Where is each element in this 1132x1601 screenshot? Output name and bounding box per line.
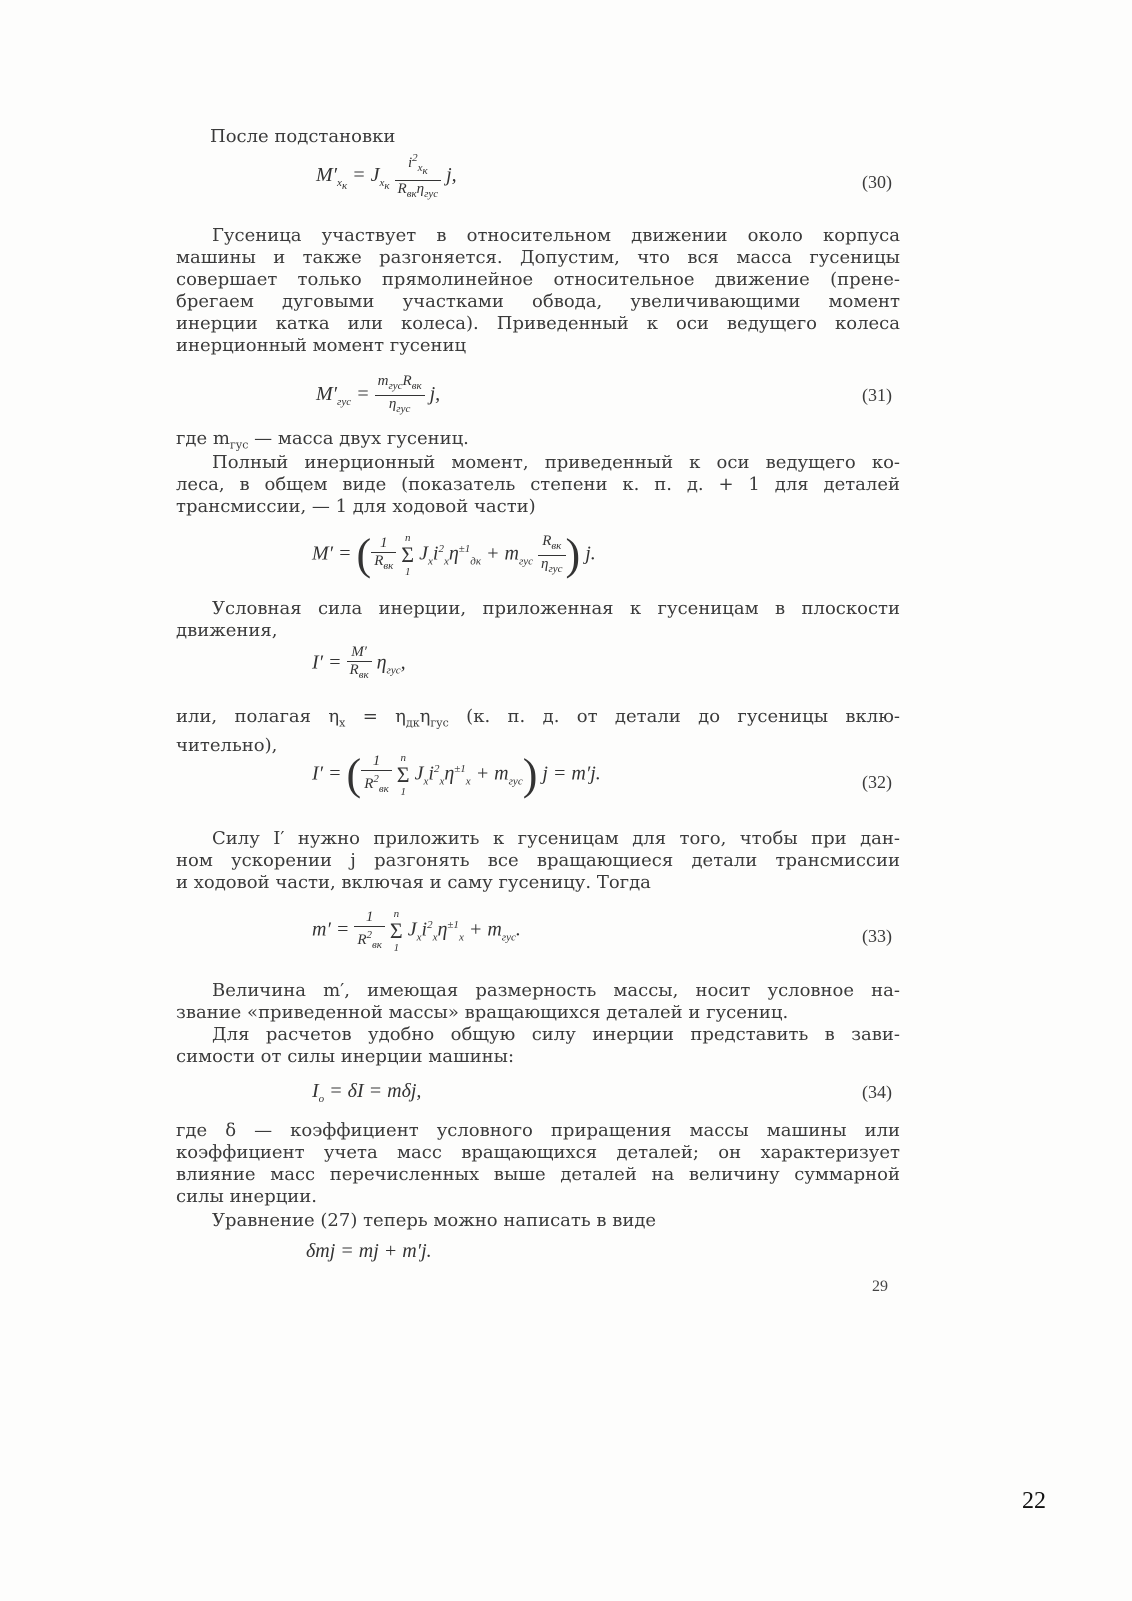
text-line: инерции катка или колеса). Приведенный к оси ведущего колеса — [176, 313, 900, 334]
equation-30: $M'_{x_к} = J_{x_к}$ $\frac{i^2_{x_к}}{R_{вк}\eta_{гус}}$ j, — [316, 152, 457, 201]
text-line: Для расчетов удобно общую силу инерции представить в зави- — [212, 1024, 900, 1045]
text-line: трансмиссии, — 1 для ходовой части) — [176, 496, 536, 517]
paragraph — [212, 225, 900, 247]
text-line: коэффициент учета масс вращающихся деталей; он характеризует — [176, 1142, 900, 1163]
paragraph — [212, 452, 900, 474]
text-line: брегаем дуговыми участками обвода, увеличивающими момент — [176, 291, 900, 312]
equation-number-33: (33) — [862, 926, 892, 946]
equation-total-moment: M′ = ( $\frac{1}{R_{вк}}$ n Σ 1 $J_xi^2_x\eta^{\pm 1}_{дк} + m_{гус}$ $\frac{R_{вк}}{\eta_{гус}}$ ) j. — [312, 530, 596, 579]
text-line: инерционный момент гусениц — [176, 335, 467, 356]
text-line: или, полагая $\eta_x = \eta_{дк}\eta_{гус}$ (к. п. д. от детали до гусеницы вклю- — [176, 706, 900, 730]
equation-inertia-force: I′ = $\frac{M'}{R_{вк}}$ $\eta_{гус}$, — [312, 644, 406, 681]
equation-final: δmj = mj + m′j. — [306, 1240, 432, 1262]
text-line: леса, в общем виде (показатель степени к. п. д. + 1 для деталей — [176, 474, 900, 495]
text-line: После подстановки — [210, 126, 396, 147]
text-line: и ходовой части, включая и саму гусеницу. Тогда — [176, 872, 651, 893]
equation-number-30: (30) — [862, 172, 892, 192]
text-line: машины и также разгоняется. Допустим, что вся масса гусеницы — [176, 247, 900, 268]
paragraph — [212, 598, 900, 620]
paragraph — [176, 1120, 900, 1208]
text-line: влияние масс перечисленных выше деталей на величину суммарной — [176, 1164, 900, 1185]
text-line: ном ускорении j разгонять все вращающиеся детали трансмиссии — [176, 850, 900, 871]
equation-number-32: (32) — [862, 772, 892, 792]
paragraph — [176, 850, 900, 894]
book-page-number: 29 — [872, 1278, 888, 1295]
text-line: Условная сила инерции, приложенная к гусеницам в плоскости — [212, 598, 900, 619]
equation-number-34: (34) — [862, 1082, 892, 1102]
equation-33: m′ = $\frac{1}{R^2_{вк}}$ n Σ 1 $J_xi^2_x\eta^{\pm 1}_x + m_{гус}$. — [312, 908, 521, 954]
text-line: Гусеница участвует в относительном движении около корпуса — [212, 225, 900, 246]
paragraph — [176, 247, 900, 357]
text-line: Полный инерционный момент, приведенный к оси ведущего ко- — [212, 452, 900, 473]
text-line: движения, — [176, 620, 278, 641]
text-line: совершает только прямолинейное относительное движение (прене- — [176, 269, 900, 290]
text-line: симости от силы инерции машины: — [176, 1046, 515, 1067]
equation-number-31: (31) — [862, 385, 892, 405]
paragraph — [212, 1024, 900, 1046]
text-line: звание «приведенной массы» вращающихся деталей и гусениц. — [176, 1002, 789, 1023]
text-line: Силу I′ нужно приложить к гусеницам для того, чтобы при дан- — [212, 828, 900, 849]
equation-34: $I_о = \delta I = m\delta j$, — [312, 1080, 422, 1105]
paragraph — [176, 706, 900, 757]
paragraph — [212, 828, 900, 850]
text-line: чительно), — [176, 734, 278, 756]
equation-32: I′ = ( $\frac{1}{R^2_{вк}}$ n Σ 1 $J_xi^2_x\eta^{\pm 1}_x + m_{гус}$) j = m′j. — [312, 750, 601, 799]
text-line: Величина m′, имеющая размерность массы, носит условное на- — [212, 980, 900, 1001]
text-line: силы инерции. — [176, 1186, 318, 1207]
text-line: Уравнение (27) теперь можно написать в виде — [212, 1210, 657, 1231]
paragraph — [176, 474, 900, 518]
equation-31: $M'_{гус}$ = $\frac{m_{гус}R_{вк}}{\eta_{гус}}$ j, — [316, 373, 441, 415]
text-line: где δ — коэффициент условного приращения массы машины или — [176, 1120, 900, 1141]
footer-page-number: 22 — [1022, 1488, 1046, 1514]
text-line: где $m_{гус}$ — масса двух гусениц. — [176, 428, 469, 452]
paragraph — [212, 980, 900, 1002]
